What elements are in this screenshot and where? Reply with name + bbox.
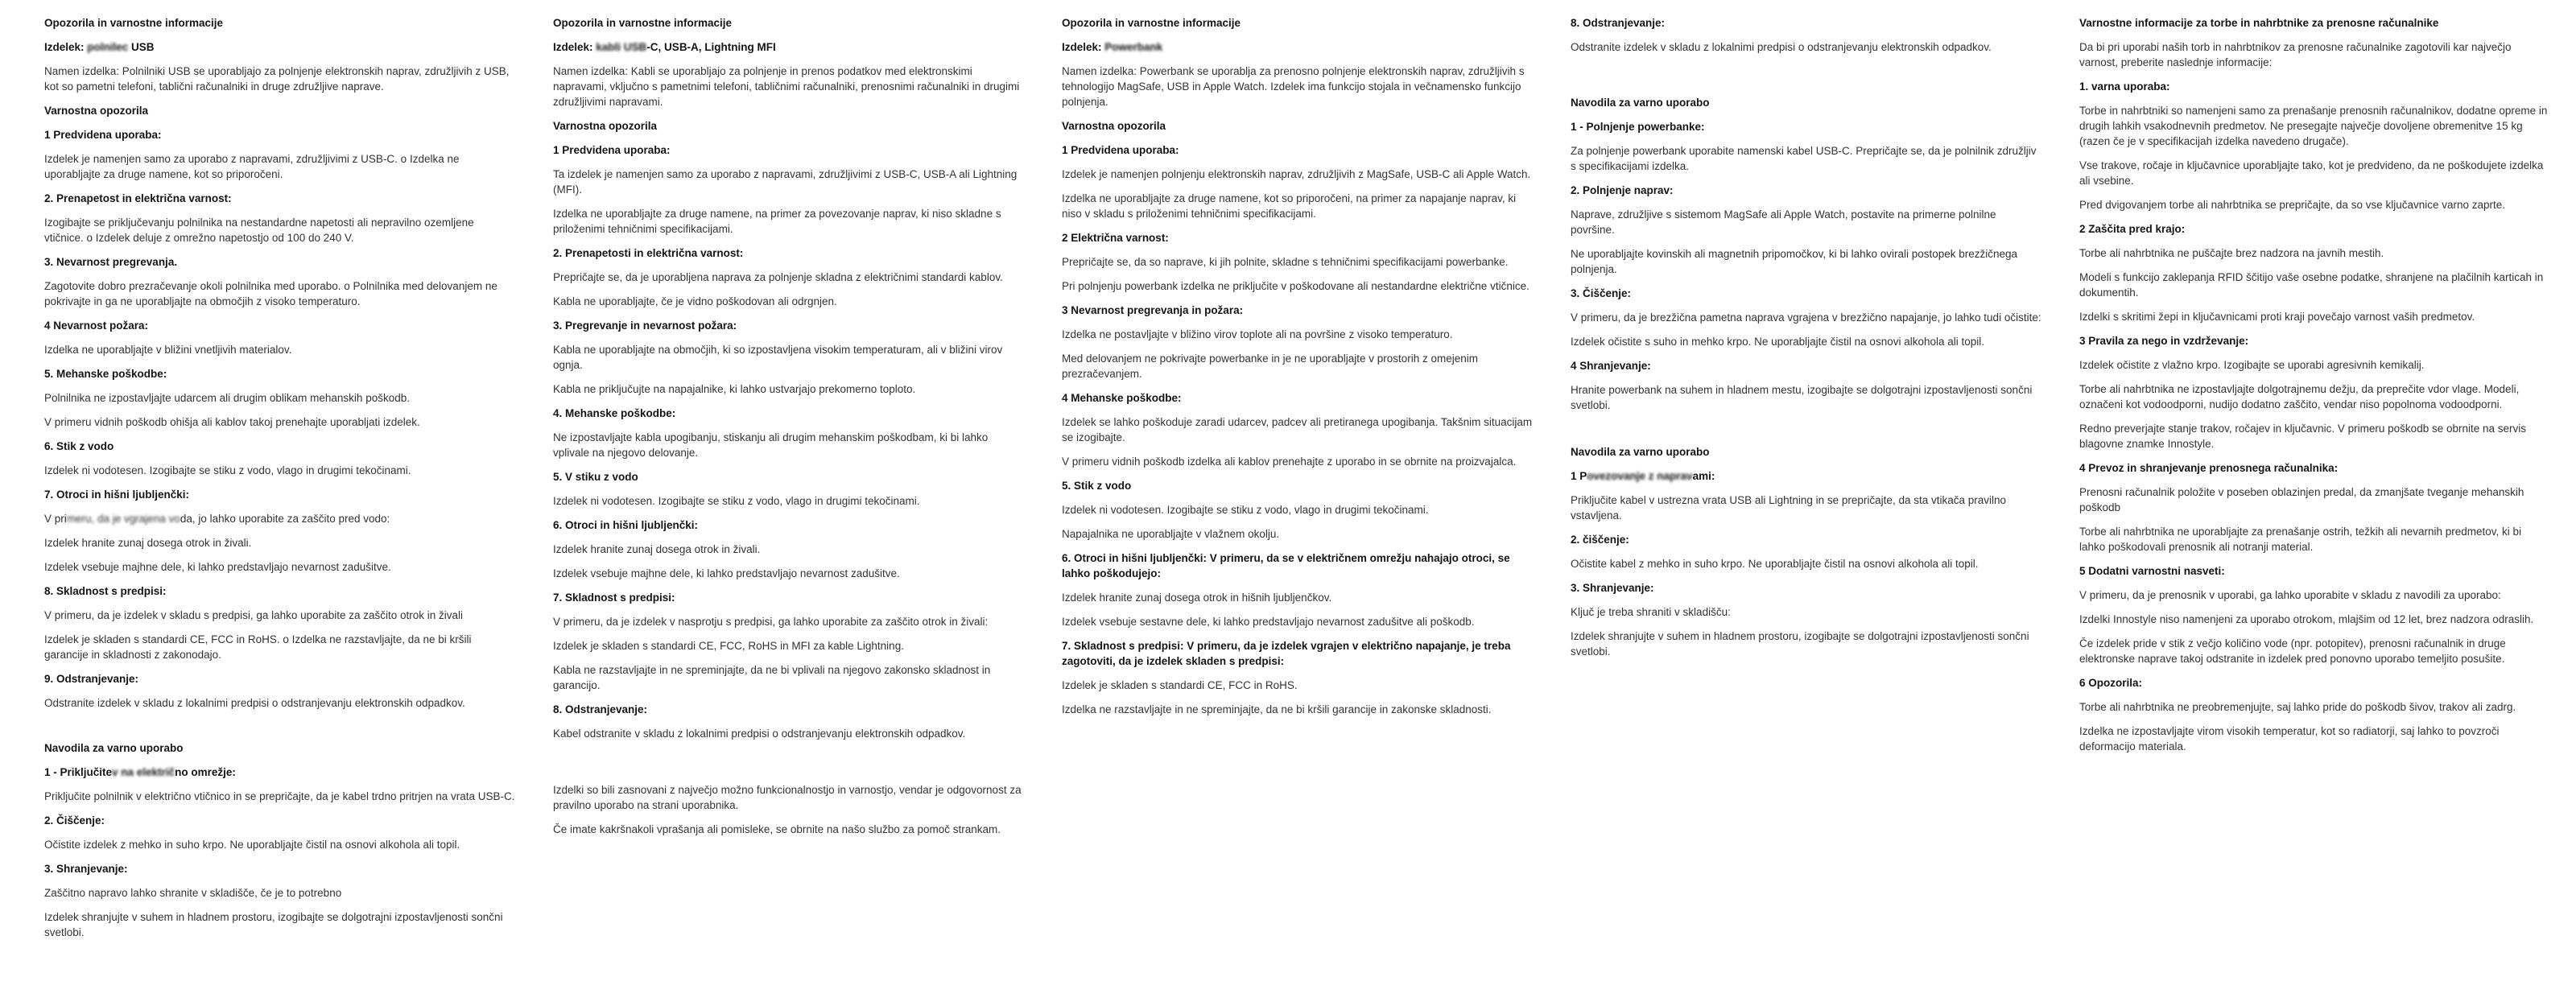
paragraph: Izdelek shranjujte v suhem in hladnem prostoru, izogibajte se dolgotrajni izpostavljenosti sončni svetlobi. <box>44 911 503 938</box>
text-run: USB <box>128 41 155 53</box>
text-run: da, jo lahko uporabite za zaščito pred vodo: <box>180 513 390 525</box>
section-title: Varnostna opozorila <box>1062 120 1166 132</box>
paragraph: Izogibajte se priključevanju polnilnika na nestandardne napetosti ali nepravilno ozemljene vtičnice. o Izdelek deluje z omrežno napetostjo od 100 do 240 V. <box>44 216 474 244</box>
section-spacer <box>1571 422 2041 444</box>
subheading: 4 Prevoz in shranjevanje prenosnega računalnika: <box>2079 462 2339 474</box>
paragraph: Namen izdelka: Powerbank se uporablja za prenosno polnjenje elektronskih naprav, združljivih s tehnologijo MagSafe, USB in Apple Watch. Izdelek ima funkcijo stojala in večnamensko funkcijo polnjenja. <box>1062 65 1525 108</box>
paragraph <box>44 511 515 526</box>
paragraph: Zaščitno napravo lahko shranite v skladišče, če je to potrebno <box>44 887 342 899</box>
subheading: 1 Predvidena uporaba: <box>553 144 671 156</box>
paragraph: Med delovanjem ne pokrivajte powerbanke in je ne uporabljajte v prostorih z omejenim prezračevanjem. <box>1062 353 1479 380</box>
paragraph: Izdelek hranite zunaj dosega otrok in živali. <box>44 537 252 549</box>
paragraph: Ne uporabljajte kovinskih ali magnetnih pripomočkov, ki bi lahko ovirali postopek brezžičnega polnjenja. <box>1571 248 2018 275</box>
text-column-laptop-bags-warnings <box>2079 15 2550 949</box>
section-title: Opozorila in varnostne informacije <box>553 17 733 29</box>
paragraph: Ta izdelek je namenjen samo za uporabo z napravami, združljivimi z USB-C, USB-A ali Lightning (MFI). <box>553 168 1018 196</box>
paragraph: Polnilnika ne izpostavljajte udarcem ali drugim oblikam mehanskih poškodb. <box>44 392 410 404</box>
subheading: 3. Nevarnost pregrevanja. <box>44 256 178 268</box>
subheading: 2. Prenapetost in električna varnost: <box>44 192 232 204</box>
subheading: 8. Odstranjevanje: <box>1571 17 1666 29</box>
text-column-powerbank-and-cable-usage <box>1571 15 2041 949</box>
paragraph: Izdelki so bili zasnovani z največjo možno funkcionalnostjo in varnostjo, vendar je odgovornost za pravilno uporabo na strani uporabnika. <box>553 784 1022 811</box>
text-run: -C, USB-A, Lightning MFI <box>646 41 776 53</box>
blurred-text-run: ovezovanje z naprav <box>1587 470 1693 482</box>
subheading: 1 - Polnjenje powerbanke: <box>1571 121 1705 133</box>
paragraph: Odstranite izdelek v skladu z lokalnimi predpisi o odstranjevanju elektronskih odpadkov. <box>44 697 465 709</box>
text-run: 1 P <box>1571 470 1587 482</box>
paragraph: Izdelek ni vodotesen. Izogibajte se stiku z vodo, vlago in drugimi tekočinami. <box>1062 504 1429 516</box>
subheading: 2. Polnjenje naprav: <box>1571 184 1674 196</box>
blurred-text-run: Powerbank <box>1104 41 1163 53</box>
paragraph: Torbe ali nahrbtnika ne uporabljajte za prenašanje ostrih, težkih ali nevarnih predmetov, ki bi lahko poškodovali prenosnik ali notranji material. <box>2079 526 2522 553</box>
paragraph: Izdelek ni vodotesen. Izogibajte se stiku z vodo, vlago in drugimi tekočinami. <box>44 464 411 476</box>
paragraph: Očistite kabel z mehko in suho krpo. Ne uporabljajte čistil na osnovi alkohola ali topil. <box>1571 558 1979 570</box>
section-title: Navodila za varno uporabo <box>1571 446 1710 458</box>
subheading: 6. Otroci in hišni ljubljenčki: V primeru, da se v električnem omrežju nahajajo otroci, se lahko poškodujejo: <box>1062 552 1510 579</box>
text-run: 1 - Priključite <box>44 766 113 778</box>
paragraph: Ključ je treba shraniti v skladišču: <box>1571 606 1731 618</box>
paragraph: Izdelek shranjujte v suhem in hladnem prostoru, izogibajte se dolgotrajni izpostavljenosti sončni svetlobi. <box>1571 630 2029 658</box>
section-title: Varnostna opozorila <box>44 105 149 117</box>
subheading: 4 Nevarnost požara: <box>44 320 149 332</box>
subheading: 1 Predvidena uporaba: <box>1062 144 1179 156</box>
subheading <box>553 39 1024 55</box>
paragraph: Izdelek hranite zunaj dosega otrok in živali. <box>553 543 761 555</box>
text-column-powerbank-warnings <box>1062 15 1533 949</box>
subheading: 5 Dodatni varnostni nasveti: <box>2079 565 2225 577</box>
paragraph: Namen izdelka: Polnilniki USB se uporabljajo za polnjenje elektronskih naprav, združljivih z USB, kot so pametni telefoni, tablični računalniki in druge združljive naprave. <box>44 65 510 93</box>
paragraph: Izdelek očistite z vlažno krpo. Izogibajte se uporabi agresivnih kemikalij. <box>2079 359 2425 371</box>
paragraph: Prepričajte se, da so naprave, ki jih polnite, skladne s tehničnimi specifikacijami powerbanke. <box>1062 256 1509 268</box>
text-run: Izdelek: <box>553 41 597 53</box>
subheading: 7. Skladnost s predpisi: V primeru, da je izdelek vgrajen v električno napajanje, je treba zagotoviti, da je izdelek skladen s predpisi: <box>1062 640 1511 667</box>
paragraph: Pri polnjenju powerbank izdelka ne priključite v poškodovane ali nestandardne električne vtičnice. <box>1062 280 1530 292</box>
subheading: 3. Čiščenje: <box>1571 287 1632 299</box>
text-column-cables-warnings <box>553 15 1024 949</box>
paragraph: Izdelek se lahko poškoduje zaradi udarcev, padcev ali pretiranega upogibanja. Takšnim situacijam se izogibajte. <box>1062 416 1533 443</box>
subheading: 1 Predvidena uporaba: <box>44 129 162 141</box>
subheading: 4. Mehanske poškodbe: <box>553 407 676 419</box>
paragraph: Torbe ali nahrbtnika ne preobremenjujte, saj lahko pride do poškodb šivov, trakov ali zadrg. <box>2079 701 2516 713</box>
paragraph: Izdelka ne izpostavljajte virom visokih temperatur, kot so radiatorji, saj lahko to povzroči deformacijo materiala. <box>2079 725 2500 752</box>
subheading: 4 Shranjevanje: <box>1571 360 1651 372</box>
section-title: Navodila za varno uporabo <box>44 742 184 754</box>
paragraph: Kabla ne priključujte na napajalnike, ki lahko ustvarjajo prekomerno toploto. <box>553 383 916 395</box>
paragraph: Izdelek je skladen s standardi CE, FCC in RoHS. <box>1062 679 1298 691</box>
paragraph: Modeli s funkcijo zaklepanja RFID ščitijo vaše osebne podatke, shranjene na plačilnih karticah in dokumentih. <box>2079 271 2544 299</box>
paragraph: Izdelek je skladen s standardi CE, FCC in RoHS. o Izdelka ne razstavljajte, da ne bi kršili garancije in skladnosti z zakonodajo. <box>44 633 472 661</box>
paragraph: Izdelek je skladen s standardi CE, FCC, RoHS in MFI za kable Lightning. <box>553 640 904 652</box>
section-title: Navodila za varno uporabo <box>1571 97 1710 109</box>
paragraph: Kabla ne razstavljajte in ne spreminjajte, da ne bi vplivali na njegovo zakonsko skladnost in garancijo. <box>553 664 991 691</box>
text-run: no omrežje: <box>175 766 236 778</box>
subheading: 9. Odstranjevanje: <box>44 673 139 685</box>
text-run: V pri <box>44 513 67 525</box>
paragraph: Torbe ali nahrbtnika ne puščajte brez nadzora na javnih mestih. <box>2079 247 2384 259</box>
paragraph: Kabla ne uporabljajte na območjih, ki so izpostavljena visokim temperaturam, ali v bližini virov ognja. <box>553 344 1003 371</box>
paragraph: V primeru, da je brezžična pametna naprava vgrajena v brezžično napajanje, jo lahko tudi očistite: <box>1571 311 2041 324</box>
paragraph: V primeru vidnih poškodb ohišja ali kablov takoj prenehajte uporabljati izdelek. <box>44 416 420 428</box>
section-title: Opozorila in varnostne informacije <box>1062 17 1241 29</box>
subheading <box>44 39 515 55</box>
paragraph: Prepričajte se, da je uporabljena naprava za polnjenje skladna z električnimi standardi kablov. <box>553 271 1003 283</box>
subheading <box>44 765 515 780</box>
paragraph: Prenosni računalnik položite v poseben oblazinjen predal, da zmanjšate tveganje mehanskih poškodb <box>2079 486 2524 513</box>
paragraph: Izdelki s skritimi žepi in ključavnicami proti kraji povečajo varnost vaših predmetov. <box>2079 311 2475 323</box>
blurred-text-run: meru, da je vgrajena vo <box>66 513 180 525</box>
subheading: 3 Pravila za nego in vzdrževanje: <box>2079 335 2249 347</box>
section-spacer <box>44 719 515 740</box>
paragraph: Izdelek vsebuje majhne dele, ki lahko predstavljajo nevarnost zadušitve. <box>44 561 391 573</box>
paragraph: Izdelka ne razstavljajte in ne spreminjajte, da ne bi kršili garancije in zakonske skladnosti. <box>1062 703 1492 715</box>
paragraph: V primeru, da je prenosnik v uporabi, ga lahko uporabite v skladu z navodili za uporabo: <box>2079 589 2501 601</box>
paragraph: Izdelka ne uporabljajte za druge namene, na primer za povezovanje naprav, ki niso skladne s priloženimi tehničnimi specifikacijami. <box>553 208 1001 235</box>
paragraph: V primeru vidnih poškodb izdelka ali kablov prenehajte z uporabo in se obrnite na proizvajalca. <box>1062 456 1517 468</box>
paragraph: Izdelek hranite zunaj dosega otrok in hišnih ljubljenčkov. <box>1062 592 1332 604</box>
section-title: Opozorila in varnostne informacije <box>44 17 224 29</box>
paragraph: Izdelek ni vodotesen. Izogibajte se stiku z vodo, vlago in drugimi tekočinami. <box>553 495 920 507</box>
paragraph: Vse trakove, ročaje in ključavnice uporabljajte tako, kot je predvideno, da ne poškodujete izdelka ali vsebine. <box>2079 159 2544 187</box>
paragraph: Izdelka ne uporabljajte v bližini vnetljivih materialov. <box>44 344 292 356</box>
text-run: Izdelek: <box>44 41 88 53</box>
paragraph: Očistite izdelek z mehko in suho krpo. Ne uporabljajte čistil na osnovi alkohola ali topil. <box>44 839 460 851</box>
subheading <box>1571 468 2041 484</box>
section-title: Varnostna opozorila <box>553 120 658 132</box>
subheading: 5. Mehanske poškodbe: <box>44 368 167 380</box>
paragraph: Torbe ali nahrbtnika ne izpostavljajte dolgotrajnemu dežju, da preprečite vdor vlage. Modeli, označeni kot vodoodporni, nudijo dodatno zaščito, vendar niso popolnoma vodoodporni. <box>2079 383 2520 410</box>
subheading: 3. Shranjevanje: <box>1571 582 1654 594</box>
paragraph: Če izdelek pride v stik z večjo količino vode (npr. potopitev), prenosni računalnik in druge elektronske naprave takoj odstranite in izdelek pred ponovno uporabo temeljito posušite. <box>2079 637 2506 665</box>
subheading: 8. Skladnost s predpisi: <box>44 585 167 597</box>
paragraph: Pred dvigovanjem torbe ali nahrbtnika se prepričajte, da so vse ključavnice varno zaprte. <box>2079 199 2506 211</box>
subheading: 6. Stik z vodo <box>44 440 114 452</box>
section-spacer <box>1571 64 2041 95</box>
paragraph: Za polnjenje powerbank uporabite namenski kabel USB-C. Prepričajte se, da je polnilnik združljiv s specifikacijami izdelka. <box>1571 145 2037 172</box>
paragraph: Priključite polnilnik v električno vtičnico in se prepričajte, da je kabel trdno pritrjen na vrata USB-C. <box>44 790 515 802</box>
paragraph: Napajalnika ne uporabljajte v vlažnem okolju. <box>1062 528 1280 540</box>
paragraph: Kabla ne uporabljajte, če je vidno poškodovan ali odrgnjen. <box>553 295 837 307</box>
paragraph: Izdelek je namenjen samo za uporabo z napravami, združljivimi z USB-C. o Izdelka ne uporabljajte za druge namene, kot so priporočeni. <box>44 153 460 180</box>
text-run: Izdelek: <box>1062 41 1105 53</box>
paragraph: Redno preverjajte stanje trakov, ročajev in ključavnic. V primeru poškodb se obrnite na servis blagovne znamke Innostyle. <box>2079 423 2527 450</box>
paragraph: Da bi pri uporabi naših torb in nahrbtnikov za prenosne računalnike zagotovili kar največjo varnost, preberite naslednje informacije: <box>2079 41 2512 68</box>
subheading: 2. Čiščenje: <box>44 814 105 827</box>
subheading: 3 Nevarnost pregrevanja in požara: <box>1062 304 1244 316</box>
blurred-text-run: polnilec <box>87 41 129 53</box>
subheading: 5. Stik z vodo <box>1062 480 1132 492</box>
text-column-usb-charger-warnings <box>44 15 515 949</box>
text-run: ami: <box>1692 470 1715 482</box>
subheading: 7. Otroci in hišni ljubljenčki: <box>44 489 190 501</box>
subheading: 2. Prenapetosti in električna varnost: <box>553 247 744 259</box>
subheading: 2 Zaščita pred krajo: <box>2079 223 2186 235</box>
paragraph: Izdelka ne postavljajte v bližino virov toplote ali na površine z visoko temperaturo. <box>1062 328 1453 340</box>
paragraph: Izdelek vsebuje sestavne dele, ki lahko predstavljajo nevarnost zadušitve ali poškodb. <box>1062 616 1475 628</box>
subheading: 6. Otroci in hišni ljubljenčki: <box>553 519 699 531</box>
subheading: 2. čiščenje: <box>1571 534 1629 546</box>
subheading: 3. Shranjevanje: <box>44 863 128 875</box>
paragraph: Izdelek je namenjen polnjenju elektronskih naprav, združljivih z MagSafe, USB-C ali Apple Watch. <box>1062 168 1531 180</box>
paragraph: Torbe in nahrbtniki so namenjeni samo za prenašanje prenosnih računalnikov, dodatne opreme in drugih lahkih vsakodnevnih predmetov. Ne presegajte največje dovoljene obremenitve 15 kg (razen če je v specifikacijah izdelka navedeno drugače). <box>2079 105 2548 147</box>
subheading: 5. V stiku z vodo <box>553 471 638 483</box>
paragraph: V primeru, da je izdelek v skladu s predpisi, ga lahko uporabite za zaščito otrok in živali <box>44 609 464 621</box>
paragraph: Naprave, združljive s sistemom MagSafe ali Apple Watch, postavite na primerne polnilne površine. <box>1571 208 1996 236</box>
subheading: 1. varna uporaba: <box>2079 80 2170 93</box>
paragraph: Kabel odstranite v skladu z lokalnimi predpisi o odstranjevanju elektronskih odpadkov. <box>553 728 966 740</box>
paragraph: Zagotovite dobro prezračevanje okoli polnilnika med uporabo. o Polnilnika med delovanjem ne pokrivajte in ga ne uporabljajte na območjih z visoko temperaturo. <box>44 280 497 307</box>
subheading: 3. Pregrevanje in nevarnost požara: <box>553 320 737 332</box>
blurred-text-run: kabli USB <box>596 41 647 53</box>
subheading: 4 Mehanske poškodbe: <box>1062 392 1182 404</box>
paragraph: Izdelek očistite s suho in mehko krpo. Ne uporabljajte čistil na osnovi alkohola ali topil. <box>1571 336 1985 348</box>
section-title: Varnostne informacije za torbe in nahrbtnike za prenosne računalnike <box>2079 17 2439 29</box>
paragraph: Odstranite izdelek v skladu z lokalnimi predpisi o odstranjevanju elektronskih odpadkov. <box>1571 41 1992 53</box>
subheading: 6 Opozorila: <box>2079 677 2143 689</box>
paragraph: Če imate kakršnakoli vprašanja ali pomisleke, se obrnite na našo službo za pomoč strankam. <box>553 823 1001 835</box>
section-spacer <box>553 750 1024 782</box>
paragraph: V primeru, da je izdelek v nasprotju s predpisi, ga lahko uporabite za zaščito otrok in živali: <box>553 616 989 628</box>
subheading: 7. Skladnost s predpisi: <box>553 592 675 604</box>
paragraph: Ne izpostavljajte kabla upogibanju, stiskanju ali drugim mehanskim poškodbam, ki bi lahko vplivale na njegovo delovanje. <box>553 431 989 459</box>
paragraph: Izdelek vsebuje majhne dele, ki lahko predstavljajo nevarnost zadušitve. <box>553 567 900 579</box>
paragraph: Hranite powerbank na suhem in hladnem mestu, izogibajte se dolgotrajni izpostavljenosti sončni svetlobi. <box>1571 384 2033 411</box>
paragraph: Izdelka ne uporabljajte za druge namene, kot so priporočeni, na primer za napajanje naprav, ki niso v skladu s priloženimi tehničnimi specifikacijami. <box>1062 192 1517 220</box>
subheading: 2 Električna varnost: <box>1062 232 1169 244</box>
blurred-text-run: v na električ <box>112 766 175 778</box>
paragraph: Namen izdelka: Kabli se uporabljajo za polnjenje in prenos podatkov med elektronskimi napravami, vključno s pametnimi telefoni, tabličnimi računalniki, prenosnimi računalniki in drugimi združljivimi napravami. <box>553 65 1020 108</box>
paragraph: Izdelki Innostyle niso namenjeni za uporabo otrokom, mlajšim od 12 let, brez nadzora odraslih. <box>2079 613 2534 625</box>
subheading <box>1062 39 1533 55</box>
subheading: 8. Odstranjevanje: <box>553 703 648 715</box>
paragraph: Priključite kabel v ustrezna vrata USB ali Lightning in se prepričajte, da sta vtikača pravilno vstavljena. <box>1571 494 2007 522</box>
